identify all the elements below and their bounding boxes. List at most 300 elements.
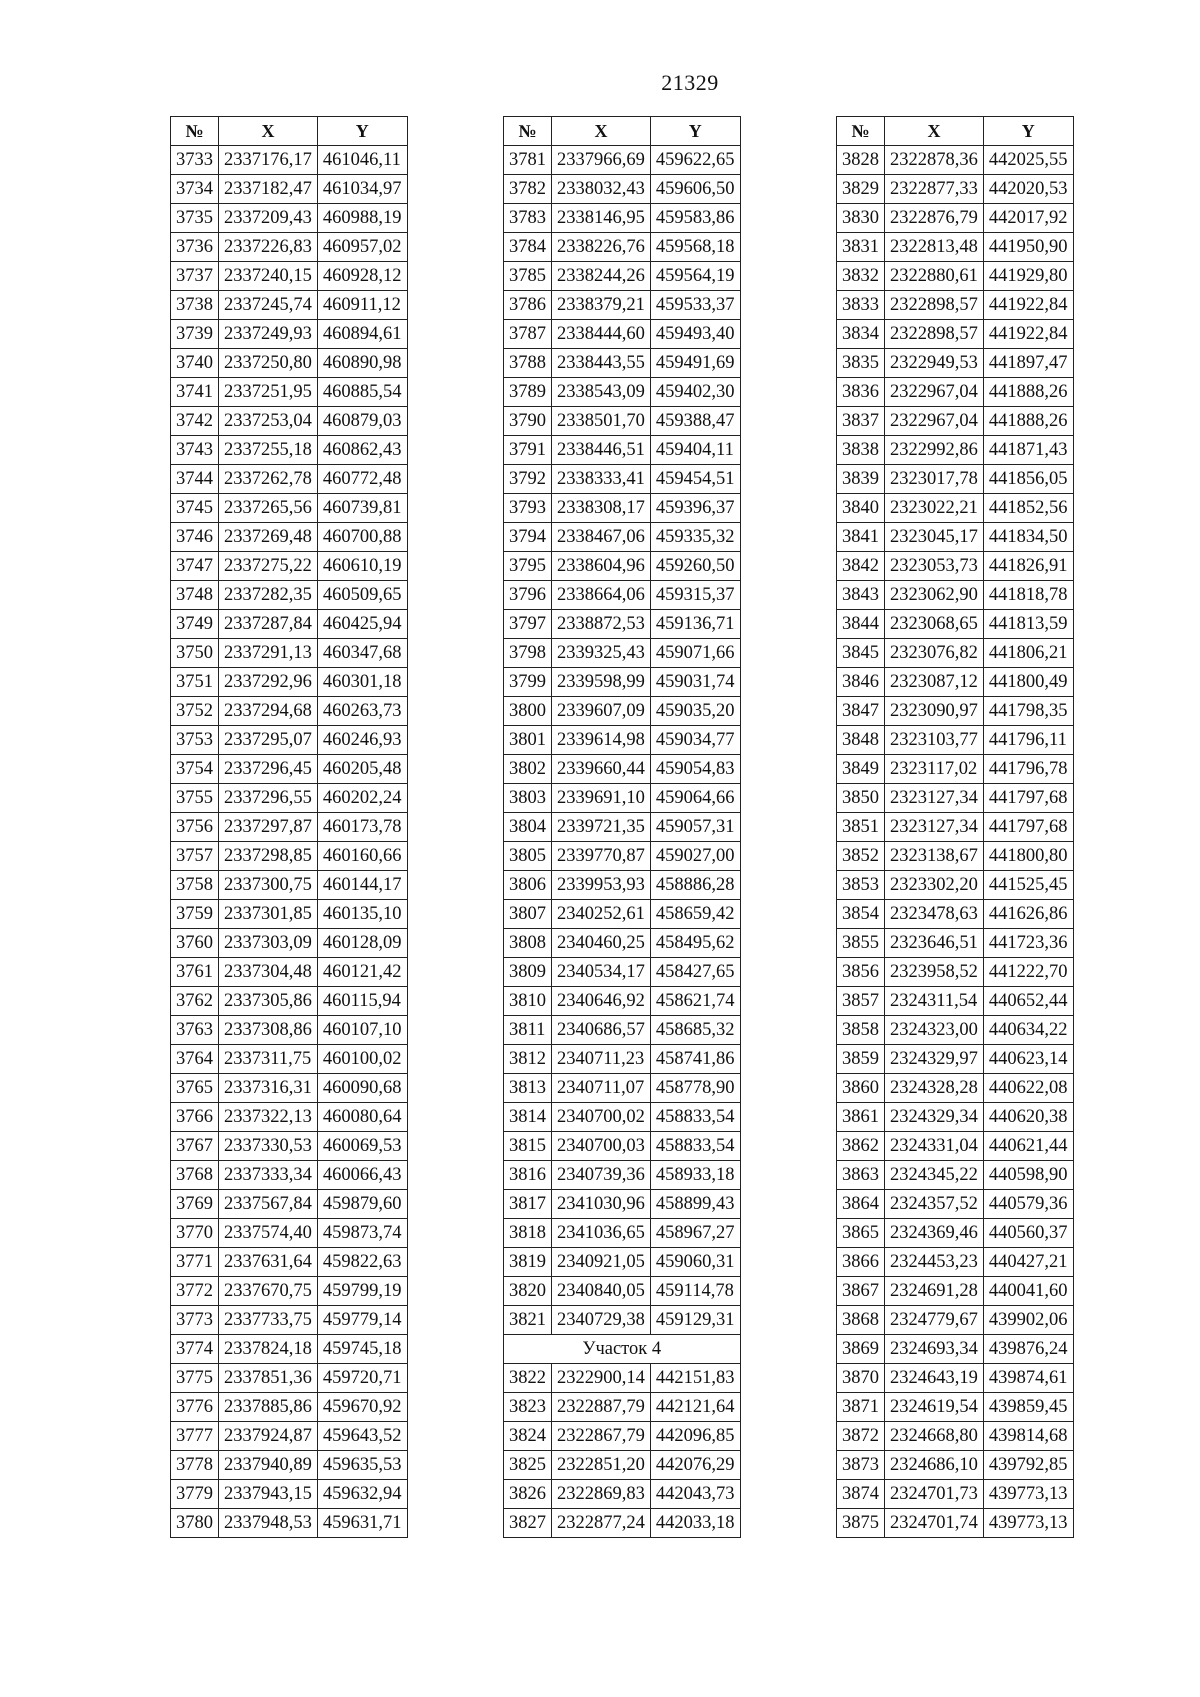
table-row [837,1277,1074,1306]
table-row [504,581,741,610]
cell-y: 459027,00 [650,842,740,871]
cell-x: 2338543,09 [552,378,651,407]
cell-y: 441797,68 [983,784,1073,813]
cell-number: 3868 [837,1306,885,1335]
table-row [837,610,1074,639]
cell-y: 439814,68 [983,1422,1073,1451]
cell-x: 2338446,51 [552,436,651,465]
cell-x: 2337924,87 [219,1422,318,1451]
cell-y: 458833,54 [650,1103,740,1132]
cell-number: 3848 [837,726,885,755]
cell-x: 2323646,51 [885,929,984,958]
cell-y: 460347,68 [317,639,407,668]
cell-number: 3812 [504,1045,552,1074]
cell-y: 460894,61 [317,320,407,349]
table-row [837,204,1074,233]
cell-y: 441806,21 [983,639,1073,668]
cell-x: 2322887,79 [552,1393,651,1422]
cell-x: 2323022,21 [885,494,984,523]
table-row [837,291,1074,320]
cell-number: 3781 [504,146,552,175]
cell-number: 3783 [504,204,552,233]
cell-x: 2322898,57 [885,291,984,320]
cell-number: 3735 [171,204,219,233]
cell-x: 2324323,00 [885,1016,984,1045]
cell-number: 3797 [504,610,552,639]
cell-y: 460263,73 [317,697,407,726]
cell-x: 2337262,78 [219,465,318,494]
table-row [171,842,408,871]
cell-x: 2323138,67 [885,842,984,871]
table-row [504,1364,741,1393]
table-header-row [171,117,408,146]
cell-y: 441871,43 [983,436,1073,465]
cell-number: 3837 [837,407,885,436]
table-row [837,407,1074,436]
table-row [837,1422,1074,1451]
cell-x: 2323117,02 [885,755,984,784]
table-row [837,581,1074,610]
table-row [837,987,1074,1016]
cell-number: 3847 [837,697,885,726]
table-row [837,552,1074,581]
header-x: X [219,117,318,146]
cell-number: 3804 [504,813,552,842]
cell-number: 3779 [171,1480,219,1509]
cell-x: 2324686,10 [885,1451,984,1480]
table-row [504,1103,741,1132]
table-row [504,1306,741,1335]
table-row [837,842,1074,871]
cell-number: 3836 [837,378,885,407]
cell-x: 2322992,86 [885,436,984,465]
cell-y: 458741,86 [650,1045,740,1074]
cell-x: 2337255,18 [219,436,318,465]
cell-y: 441826,91 [983,552,1073,581]
cell-x: 2324453,23 [885,1248,984,1277]
cell-x: 2340700,02 [552,1103,651,1132]
table-row [504,320,741,349]
cell-number: 3871 [837,1393,885,1422]
cell-number: 3858 [837,1016,885,1045]
cell-number: 3841 [837,523,885,552]
cell-number: 3815 [504,1132,552,1161]
cell-number: 3774 [171,1335,219,1364]
table-row [837,1016,1074,1045]
cell-x: 2338467,06 [552,523,651,552]
cell-number: 3851 [837,813,885,842]
table-row [504,726,741,755]
cell-x: 2322967,04 [885,407,984,436]
table-row [504,146,741,175]
cell-y: 460879,03 [317,407,407,436]
cell-y: 440622,08 [983,1074,1073,1103]
cell-y: 460205,48 [317,755,407,784]
cell-y: 441222,70 [983,958,1073,987]
cell-number: 3752 [171,697,219,726]
cell-number: 3856 [837,958,885,987]
table-row [171,349,408,378]
table-row [171,1161,408,1190]
cell-number: 3823 [504,1393,552,1422]
cell-number: 3824 [504,1422,552,1451]
cell-x: 2337265,56 [219,494,318,523]
cell-x: 2337287,84 [219,610,318,639]
cell-x: 2337295,07 [219,726,318,755]
cell-x: 2340711,23 [552,1045,651,1074]
table-row [837,639,1074,668]
table-row [837,871,1074,900]
table-row [171,871,408,900]
cell-x: 2324668,80 [885,1422,984,1451]
cell-number: 3854 [837,900,885,929]
cell-y: 458495,62 [650,929,740,958]
cell-x: 2323062,90 [885,581,984,610]
cell-y: 441800,80 [983,842,1073,871]
table-row [837,320,1074,349]
cell-x: 2340460,25 [552,929,651,958]
cell-x: 2324369,46 [885,1219,984,1248]
cell-x: 2337885,86 [219,1393,318,1422]
cell-y: 441797,68 [983,813,1073,842]
cell-number: 3872 [837,1422,885,1451]
cell-number: 3777 [171,1422,219,1451]
cell-number: 3808 [504,929,552,958]
cell-x: 2322851,20 [552,1451,651,1480]
cell-y: 441929,80 [983,262,1073,291]
header-y: Y [983,117,1073,146]
cell-number: 3745 [171,494,219,523]
table-row [837,1393,1074,1422]
header-y: Y [650,117,740,146]
cell-number: 3790 [504,407,552,436]
table-row [171,1190,408,1219]
cell-x: 2324328,28 [885,1074,984,1103]
cell-y: 459568,18 [650,233,740,262]
cell-y: 460957,02 [317,233,407,262]
cell-number: 3760 [171,929,219,958]
table-row [504,755,741,784]
cell-x: 2337304,48 [219,958,318,987]
cell-number: 3799 [504,668,552,697]
cell-y: 460135,10 [317,900,407,929]
cell-x: 2338501,70 [552,407,651,436]
cell-x: 2323478,63 [885,900,984,929]
cell-y: 459643,52 [317,1422,407,1451]
table-row [837,958,1074,987]
table-row [171,1422,408,1451]
cell-y: 441834,50 [983,523,1073,552]
cell-number: 3765 [171,1074,219,1103]
table-row [837,1480,1074,1509]
cell-y: 441723,36 [983,929,1073,958]
cell-x: 2322876,79 [885,204,984,233]
cell-y: 460066,43 [317,1161,407,1190]
cell-y: 459635,53 [317,1451,407,1480]
table-row [171,552,408,581]
cell-x: 2323076,82 [885,639,984,668]
coordinate-table-3 [836,116,1074,1538]
cell-number: 3796 [504,581,552,610]
table-row [837,726,1074,755]
table-row [837,378,1074,407]
cell-x: 2337209,43 [219,204,318,233]
cell-x: 2338308,17 [552,494,651,523]
table-row [171,494,408,523]
cell-y: 459822,63 [317,1248,407,1277]
cell-y: 459564,19 [650,262,740,291]
cell-x: 2322877,33 [885,175,984,204]
cell-x: 2323127,34 [885,784,984,813]
cell-number: 3766 [171,1103,219,1132]
cell-x: 2324779,67 [885,1306,984,1335]
cell-y: 459779,14 [317,1306,407,1335]
cell-y: 439792,85 [983,1451,1073,1480]
cell-x: 2339660,44 [552,755,651,784]
cell-x: 2337269,48 [219,523,318,552]
cell-x: 2337305,86 [219,987,318,1016]
table-row [504,610,741,639]
cell-y: 440427,21 [983,1248,1073,1277]
section-title: Участок 4 [504,1335,741,1364]
cell-y: 460772,48 [317,465,407,494]
cell-y: 440598,90 [983,1161,1073,1190]
cell-y: 460173,78 [317,813,407,842]
cell-x: 2337275,22 [219,552,318,581]
cell-number: 3816 [504,1161,552,1190]
cell-number: 3742 [171,407,219,436]
cell-x: 2324643,19 [885,1364,984,1393]
table-row [504,407,741,436]
cell-y: 442096,85 [650,1422,740,1451]
cell-x: 2324329,34 [885,1103,984,1132]
table-row [837,1045,1074,1074]
cell-x: 2322813,48 [885,233,984,262]
cell-x: 2337291,13 [219,639,318,668]
cell-y: 442025,55 [983,146,1073,175]
cell-y: 441626,86 [983,900,1073,929]
cell-x: 2323053,73 [885,552,984,581]
cell-number: 3775 [171,1364,219,1393]
cell-x: 2337631,64 [219,1248,318,1277]
cell-y: 459632,94 [317,1480,407,1509]
cell-x: 2340700,03 [552,1132,651,1161]
cell-x: 2337297,87 [219,813,318,842]
cell-number: 3832 [837,262,885,291]
table-row [837,1335,1074,1364]
cell-number: 3821 [504,1306,552,1335]
cell-x: 2322878,36 [885,146,984,175]
cell-number: 3829 [837,175,885,204]
cell-x: 2337940,89 [219,1451,318,1480]
cell-number: 3842 [837,552,885,581]
cell-y: 459533,37 [650,291,740,320]
cell-x: 2323017,78 [885,465,984,494]
table-row [837,1161,1074,1190]
cell-y: 441796,78 [983,755,1073,784]
cell-number: 3820 [504,1277,552,1306]
cell-x: 2340921,05 [552,1248,651,1277]
table-row [504,1016,741,1045]
cell-number: 3853 [837,871,885,900]
cell-number: 3873 [837,1451,885,1480]
cell-number: 3849 [837,755,885,784]
cell-y: 460128,09 [317,929,407,958]
cell-y: 460160,66 [317,842,407,871]
table-row [837,349,1074,378]
cell-x: 2324691,28 [885,1277,984,1306]
cell-y: 459402,30 [650,378,740,407]
cell-number: 3784 [504,233,552,262]
cell-x: 2337567,84 [219,1190,318,1219]
cell-y: 440041,60 [983,1277,1073,1306]
table-row [171,465,408,494]
table-row [171,668,408,697]
cell-number: 3846 [837,668,885,697]
cell-x: 2324345,22 [885,1161,984,1190]
table-row [504,523,741,552]
cell-x: 2339325,43 [552,639,651,668]
cell-number: 3750 [171,639,219,668]
table-row [504,204,741,233]
cell-number: 3863 [837,1161,885,1190]
cell-x: 2337303,09 [219,929,318,958]
cell-x: 2337948,53 [219,1509,318,1538]
cell-number: 3776 [171,1393,219,1422]
cell-y: 442043,73 [650,1480,740,1509]
table-row [504,436,741,465]
cell-number: 3743 [171,436,219,465]
cell-y: 441813,59 [983,610,1073,639]
cell-number: 3734 [171,175,219,204]
cell-number: 3865 [837,1219,885,1248]
table-row [504,1161,741,1190]
cell-y: 459034,77 [650,726,740,755]
cell-number: 3874 [837,1480,885,1509]
cell-number: 3761 [171,958,219,987]
cell-number: 3845 [837,639,885,668]
cell-y: 439773,13 [983,1480,1073,1509]
cell-x: 2338604,96 [552,552,651,581]
cell-y: 459799,19 [317,1277,407,1306]
table-row [171,233,408,262]
cell-number: 3826 [504,1480,552,1509]
cell-number: 3806 [504,871,552,900]
table-row [837,1103,1074,1132]
table-row [837,436,1074,465]
table-row [837,1509,1074,1538]
cell-number: 3809 [504,958,552,987]
cell-x: 2323068,65 [885,610,984,639]
table-row [504,668,741,697]
cell-y: 459315,37 [650,581,740,610]
cell-number: 3807 [504,900,552,929]
cell-number: 3867 [837,1277,885,1306]
cell-x: 2338146,95 [552,204,651,233]
cell-y: 460301,18 [317,668,407,697]
cell-y: 459035,20 [650,697,740,726]
table-row [171,291,408,320]
cell-y: 442121,64 [650,1393,740,1422]
cell-y: 441922,84 [983,291,1073,320]
table-row [171,639,408,668]
cell-number: 3741 [171,378,219,407]
cell-number: 3787 [504,320,552,349]
cell-x: 2340729,38 [552,1306,651,1335]
cell-y: 459114,78 [650,1277,740,1306]
cell-number: 3773 [171,1306,219,1335]
cell-number: 3864 [837,1190,885,1219]
cell-number: 3860 [837,1074,885,1103]
cell-x: 2337824,18 [219,1335,318,1364]
section-row [504,1335,741,1364]
table-row [837,1451,1074,1480]
cell-number: 3802 [504,755,552,784]
cell-y: 441796,11 [983,726,1073,755]
cell-x: 2337670,75 [219,1277,318,1306]
cell-x: 2337300,75 [219,871,318,900]
table-row [837,1190,1074,1219]
cell-number: 3772 [171,1277,219,1306]
cell-number: 3746 [171,523,219,552]
cell-number: 3791 [504,436,552,465]
cell-x: 2338872,53 [552,610,651,639]
cell-x: 2337249,93 [219,320,318,349]
cell-number: 3835 [837,349,885,378]
cell-number: 3819 [504,1248,552,1277]
cell-y: 460509,65 [317,581,407,610]
cell-x: 2323127,34 [885,813,984,842]
cell-x: 2340646,92 [552,987,651,1016]
table-row [504,349,741,378]
cell-x: 2322898,57 [885,320,984,349]
cell-y: 460090,68 [317,1074,407,1103]
cell-y: 439876,24 [983,1335,1073,1364]
table-row [837,1132,1074,1161]
cell-number: 3810 [504,987,552,1016]
cell-x: 2337245,74 [219,291,318,320]
cell-y: 459583,86 [650,204,740,233]
cell-number: 3834 [837,320,885,349]
cell-number: 3859 [837,1045,885,1074]
cell-number: 3861 [837,1103,885,1132]
cell-y: 459388,47 [650,407,740,436]
header-x: X [552,117,651,146]
cell-x: 2337308,86 [219,1016,318,1045]
cell-x: 2339953,93 [552,871,651,900]
cell-x: 2339614,98 [552,726,651,755]
cell-x: 2338664,06 [552,581,651,610]
cell-y: 459031,74 [650,668,740,697]
cell-number: 3758 [171,871,219,900]
table-row [504,871,741,900]
cell-number: 3786 [504,291,552,320]
cell-y: 441897,47 [983,349,1073,378]
cell-y: 460885,54 [317,378,407,407]
cell-x: 2324331,04 [885,1132,984,1161]
cell-number: 3789 [504,378,552,407]
cell-number: 3768 [171,1161,219,1190]
table-row [171,1277,408,1306]
cell-number: 3767 [171,1132,219,1161]
table-row [504,1248,741,1277]
cell-number: 3795 [504,552,552,581]
table-header-row [504,117,741,146]
cell-x: 2324329,97 [885,1045,984,1074]
page-number: 21329 [661,70,719,95]
cell-y: 459454,51 [650,465,740,494]
cell-y: 460610,19 [317,552,407,581]
